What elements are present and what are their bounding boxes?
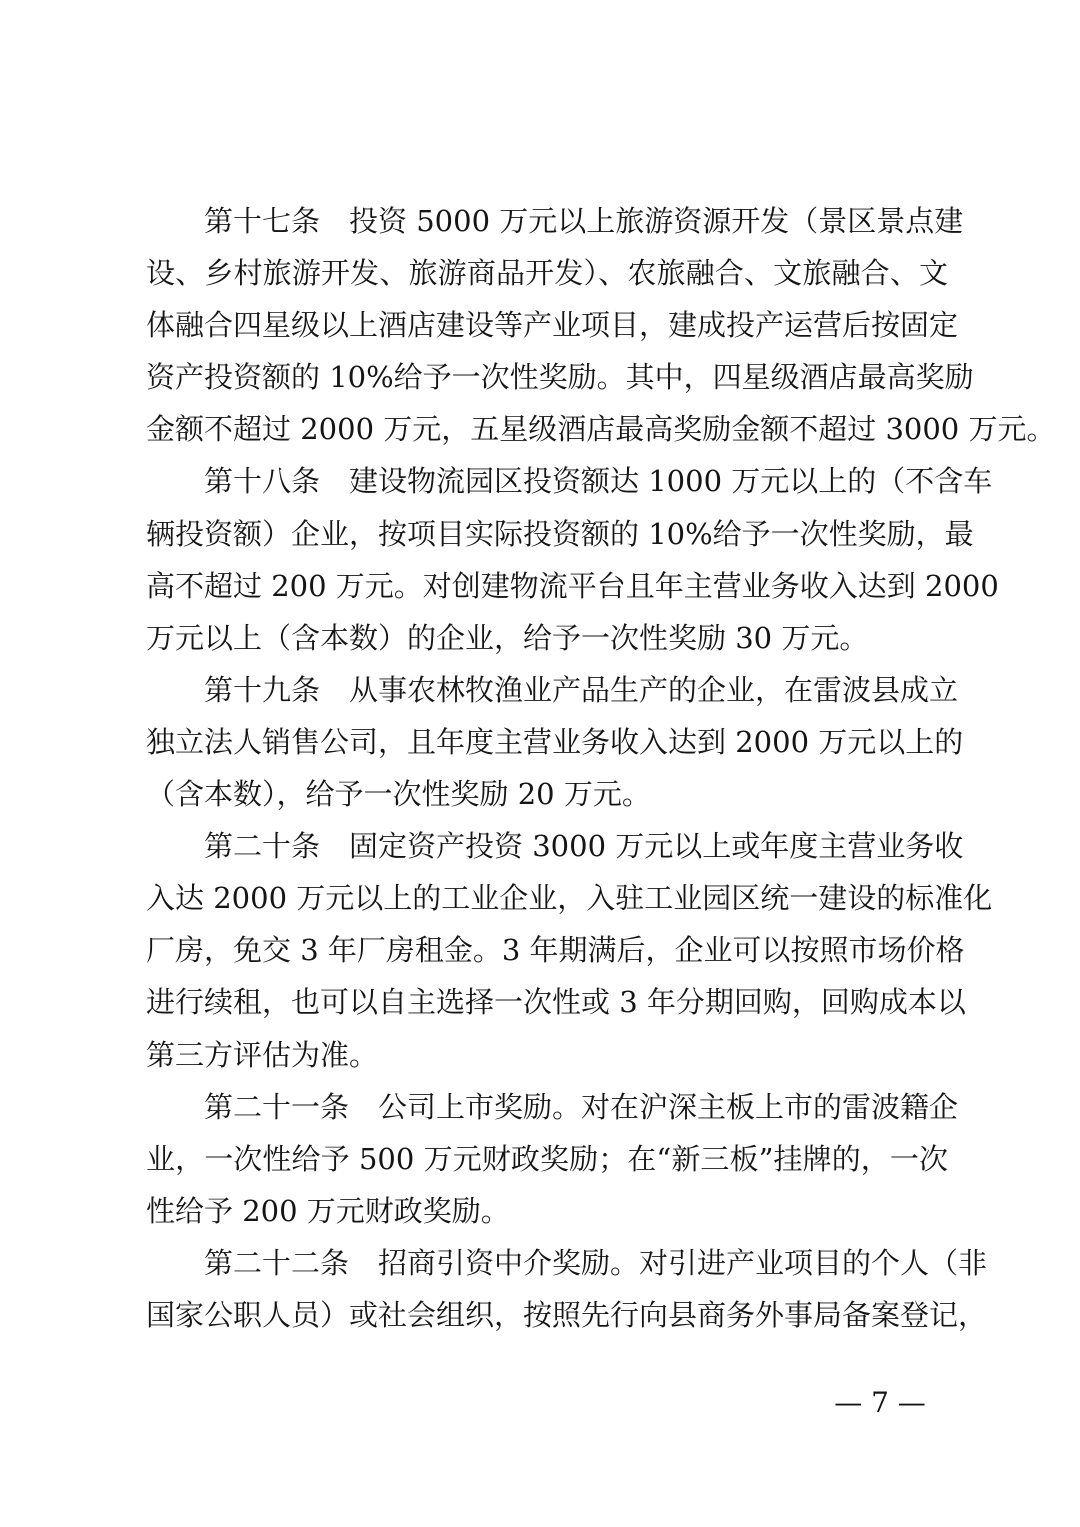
text-line: 资产投资额的 10%给予一次性奖励。其中，四星级酒店最高奖励 [146, 360, 974, 395]
text-line: 进行续租，也可以自主选择一次性或 3 年分期回购，回购成本以 [146, 985, 966, 1020]
text-line: 第十七条 投资 5000 万元以上旅游资源开发（景区景点建 [204, 204, 964, 238]
text-line: 第二十二条 招商引资中介奖励。对引进产业项目的个人（非 [204, 1245, 988, 1280]
article-21-paragraph [146, 1081, 959, 1237]
text-line: 国家公职人员）或社会组织，按照先行向县商务外事局备案登记， [146, 1297, 988, 1332]
page-number: — 7 — [834, 1386, 926, 1419]
text-line: 万元以上（含本数）的企业，给予一次性奖励 30 万元。 [146, 620, 869, 655]
text-line: 第二十条 固定资产投资 3000 万元以上或年度主营业务收 [204, 829, 964, 864]
text-line: 辆投资额）企业，按项目实际投资额的 10%给予一次性奖励，最 [146, 516, 974, 551]
text-line: 第二十一条 公司上市奖励。对在沪深主板上市的雷波籍企 [204, 1089, 959, 1124]
text-line: 性给予 200 万元财政奖励。 [146, 1193, 510, 1228]
text-line: 金额不超过 2000 万元，五星级酒店最高奖励金额不超过 3000 万元。 [146, 412, 1056, 447]
text-line: 设、乡村旅游开发、旅游商品开发）、农旅融合、文旅融合、文 [146, 256, 948, 291]
article-20-paragraph [146, 820, 993, 1080]
text-line: 厂房，免交 3 年厂房租金。3 年期满后，企业可以按照市场价格 [146, 933, 965, 968]
text-line: （含本数），给予一次性奖励 20 万元。 [146, 777, 651, 812]
article-22-paragraph [146, 1237, 988, 1341]
article-18-paragraph [146, 455, 999, 663]
article-19-paragraph [146, 664, 964, 820]
text-line: 高不超过 200 万元。对创建物流平台且年主营业务收入达到 2000 [146, 568, 999, 603]
text-line: 第十九条 从事农林牧渔业产品生产的企业，在雷波县成立 [204, 672, 959, 707]
text-line: 第十八条 建设物流园区投资额达 1000 万元以上的（不含车 [204, 464, 993, 499]
document-body [146, 195, 1056, 1341]
text-line: 业，一次性给予 500 万元财政奖励；在“新三板”挂牌的，一次 [146, 1141, 948, 1176]
text-line: 体融合四星级以上酒店建设等产业项目，建成投产运营后按固定 [146, 308, 959, 343]
text-line: 独立法人销售公司，且年度主营业务收入达到 2000 万元以上的 [146, 724, 964, 759]
text-line: 第三方评估为准。 [146, 1037, 379, 1072]
text-line: 入达 2000 万元以上的工业企业，入驻工业园区统一建设的标准化 [146, 881, 993, 916]
article-17-paragraph [146, 195, 1056, 455]
